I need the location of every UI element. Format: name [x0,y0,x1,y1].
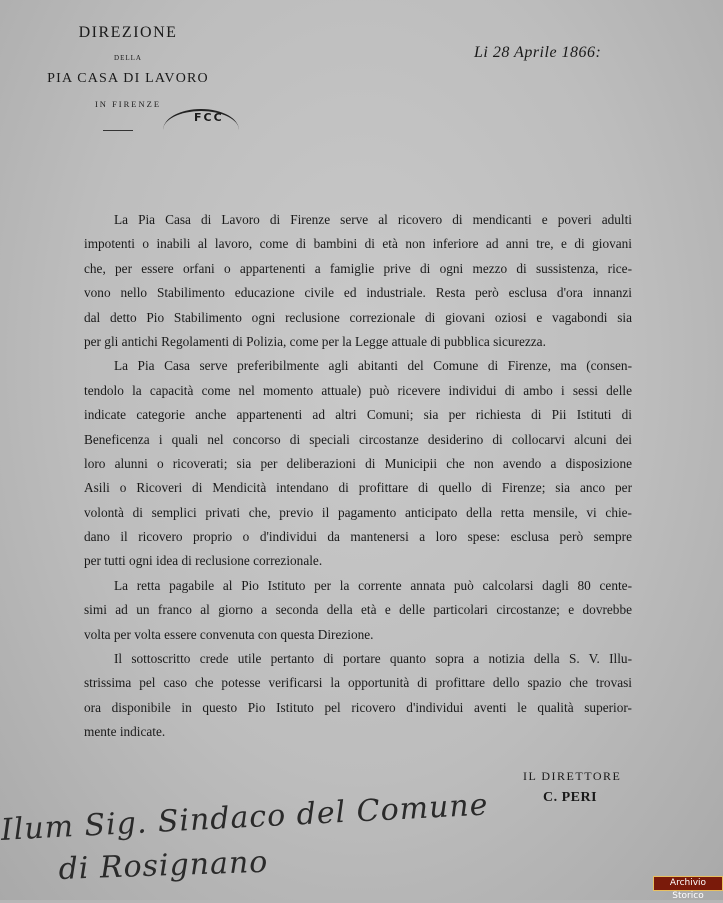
body-line: strissima pel caso che potesse verificarsi la opportunità di profittare dello spazio che trovasi [84,675,632,691]
body-line: dal detto Pio Stabilimento ogni reclusione correzionale di giovani oziosi e vagabondi sia [84,309,632,325]
body-line: vono nello Stabilimento educazione civile ed industriale. Resta però esclusa d'ora innanzi [84,285,632,301]
body-line: impotenti o inabili al lavoro, come di bambini di età non inferiore ad anni tre, e di giovani [84,236,632,252]
body-line: tendolo la capacità come nel momento attuale) può ricevere individui di ambo i sessi delle [84,382,632,398]
signature-name: C. PERI [543,790,598,805]
body-line: volta per volta essere convenuta con questa Direzione. [84,626,374,642]
body-line: La Pia Casa serve preferibilmente agli abitanti del Comune di Firenze, ma (consen- [114,358,632,374]
letter-date: Li 28 Aprile 1866: [474,44,602,61]
body-line: per gli antichi Regolamenti di Polizia, come per la Legge attuale di pubblica sicurezza. [84,333,546,349]
body-line: La Pia Casa di Lavoro di Firenze serve al ricovero di mendicanti e poveri adulti [114,212,632,227]
body-line: ora disponibile in questo Pio Istituto pel ricovero d'individui aventi le qualità superior- [84,699,632,715]
body-line: Asili o Ricoveri di Mendicità intendano di profittare di quello di Firenze; sia anco per [84,480,632,496]
header-divider [103,130,133,131]
header-city: IN FIRENZE [94,99,162,109]
handwritten-addressee-place: di Rosignano [58,844,269,887]
body-line: Beneficenza i quali nel concorso di speciali circostanze desiderino di collocarvi alcuni dei [84,431,632,447]
archive-watermark-badge: Archivio Storico [653,876,723,891]
handwritten-addressee-line: Ilum Sig. Sindaco del Comune [0,787,490,848]
header-della: DELLA [114,54,142,62]
header-direzione: DIREZIONE [78,24,178,41]
body-line: La retta pagabile al Pio Istituto per la corrente annata può calcolarsi dagli 80 cente- [114,577,632,593]
body-line: dano il ricovero proprio o d'individui da mantenersi a loro spese: esclusa però sempre [84,529,632,545]
body-line: che, per essere orfani o appartenenti a famiglie prive di ogni mezzo di sussistenza, rice- [84,260,632,276]
body-line: simi ad un franco al giorno a seconda della età e delle particolari circostanze; e dovrebbe [84,602,632,618]
signature-role: IL DIRETTORE [523,769,622,783]
body-line: loro alunni o ricoverati; sia per deliberazioni di Municipii che non avendo a disposizione [84,455,632,471]
stamp-text: FCC [194,111,224,124]
header-institution: PIA CASA DI LAVORO [47,71,209,86]
body-line: indicate categorie anche appartenenti ad altri Comuni; sia per richiesta di Pii Istituti di [84,407,632,423]
body-line: per tutti ogni idea di reclusione correzionale. [84,553,323,569]
letter-body [84,208,632,745]
body-line: volontà di semplici privati che, previo il pagamento anticipato della retta mensile, vi chie- [84,504,632,520]
body-line: mente indicate. [84,724,166,740]
body-line: Il sottoscritto crede utile pertanto di portare quanto sopra a notizia della S. V. Illu- [114,651,632,667]
